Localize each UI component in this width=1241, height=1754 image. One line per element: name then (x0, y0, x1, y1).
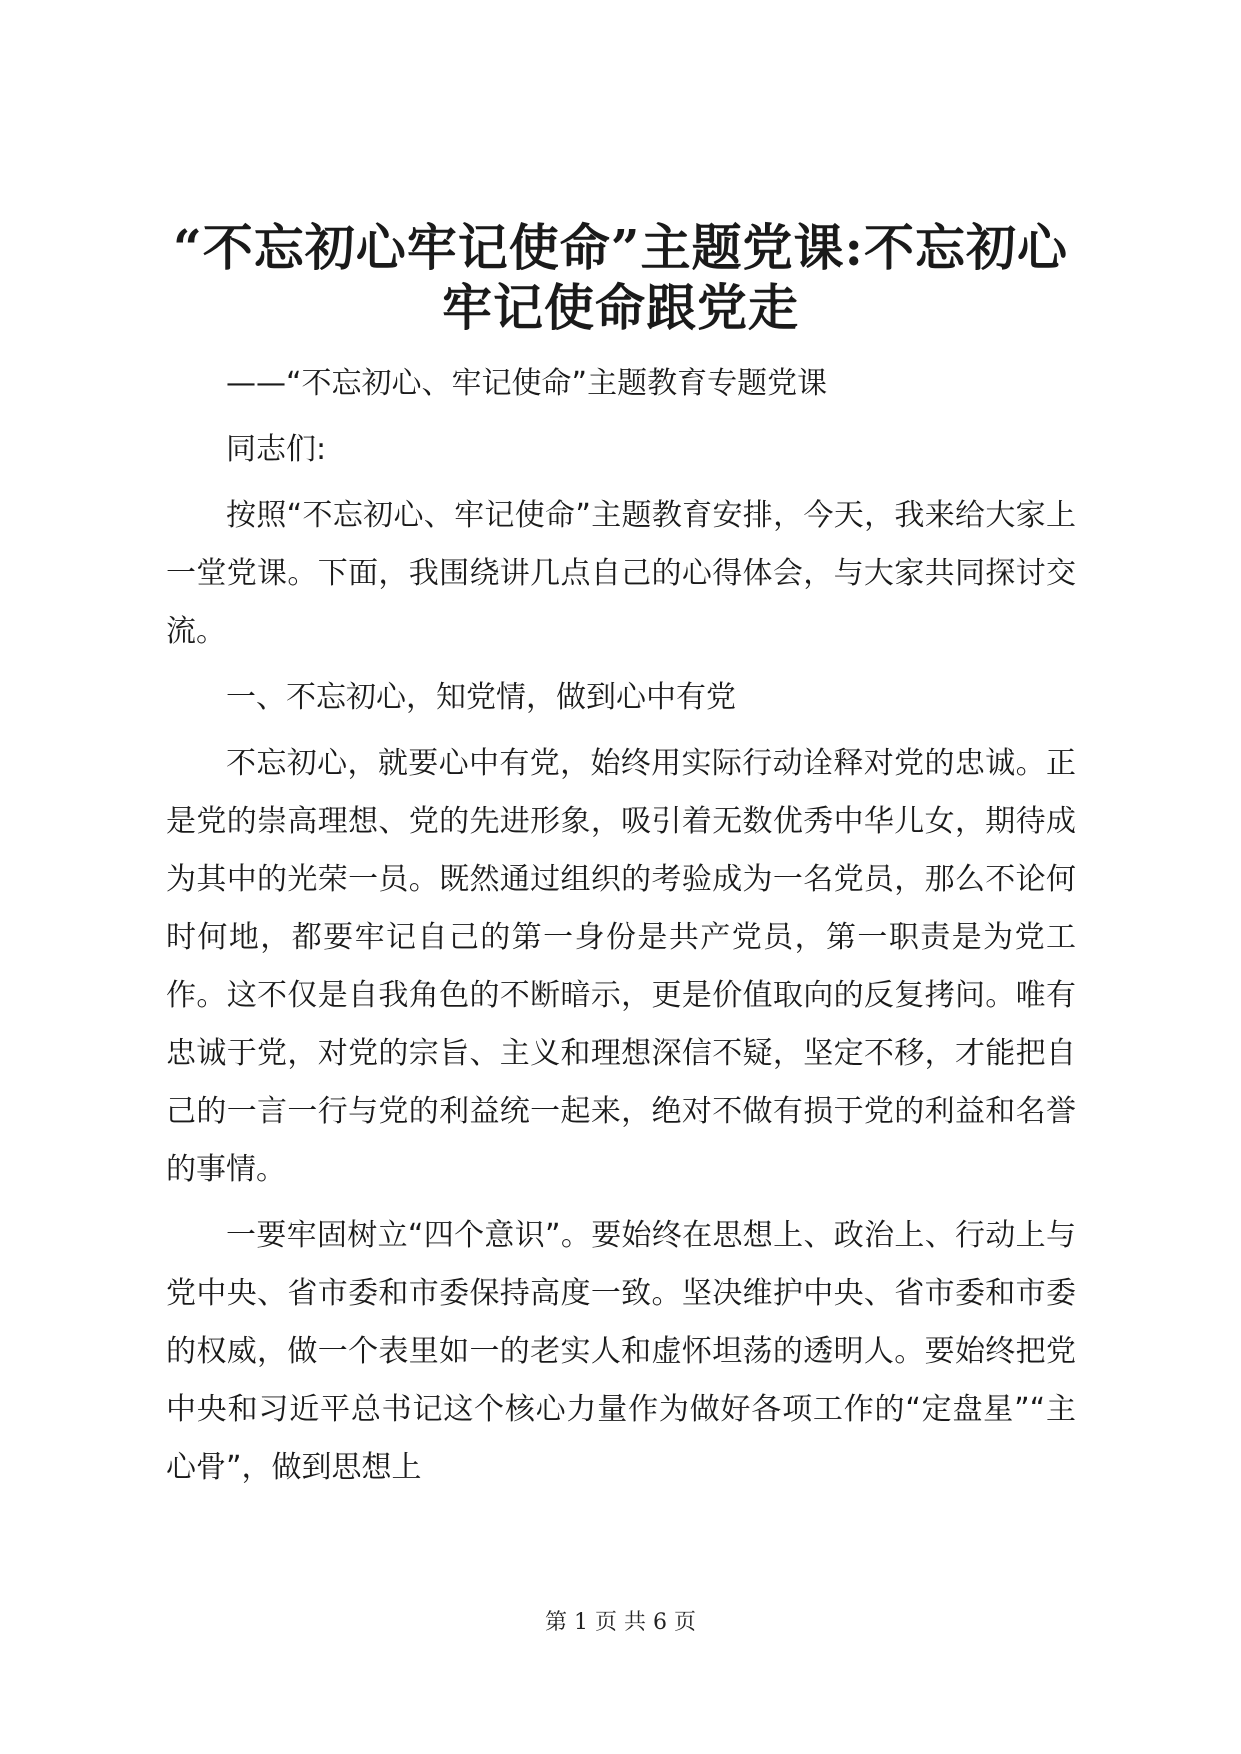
document-body (166, 355, 1076, 1505)
salutation-paragraph: 同志们: (226, 432, 327, 467)
section-heading: 一、不忘初心，知党情，做到心中有党 (226, 680, 736, 715)
subtitle-paragraph: ——“不忘初心、牢记使命”主题教育专题党课 (226, 366, 828, 401)
body-paragraph: 按照“不忘初心、牢记使命”主题教育安排，今天，我来给大家上一堂党课。下面，我围绕讲几点自己的心得体会，与大家共同探讨交流。 (166, 498, 1076, 649)
body-paragraph: 一要牢固树立“四个意识”。要始终在思想上、政治上、行动上与党中央、省市委和市委保持高度一致。坚决维护中央、省市委和市委的权威，做一个表里如一的老实人和虚怀坦荡的透明人。要始终把党中央和习近平总书记这个核心力量作为做好各项工作的“定盘星”“主心骨”，做到思想上 (166, 1218, 1076, 1485)
document-title: “不忘初心牢记使命”主题党课:不忘初心牢记使命跟党走 (173, 218, 1068, 337)
body-paragraph: 不忘初心，就要心中有党，始终用实际行动诠释对党的忠诚。正是党的崇高理想、党的先进形象，吸引着无数优秀中华儿女，期待成为其中的光荣一员。既然通过组织的考验成为一名党员，那么不论何时何地，都要牢记自己的第一身份是共产党员，第一职责是为党工作。这不仅是自我角色的不断暗示，更是价值取向的反复拷问。唯有忠诚于党，对党的宗旨、主义和理想深信不疑，坚定不移，才能把自己的一言一行与党的利益统一起来，绝对不做有损于党的利益和名誉的事情。 (166, 746, 1076, 1187)
page-footer: 第 1 页 共 6 页 (545, 1610, 696, 1635)
